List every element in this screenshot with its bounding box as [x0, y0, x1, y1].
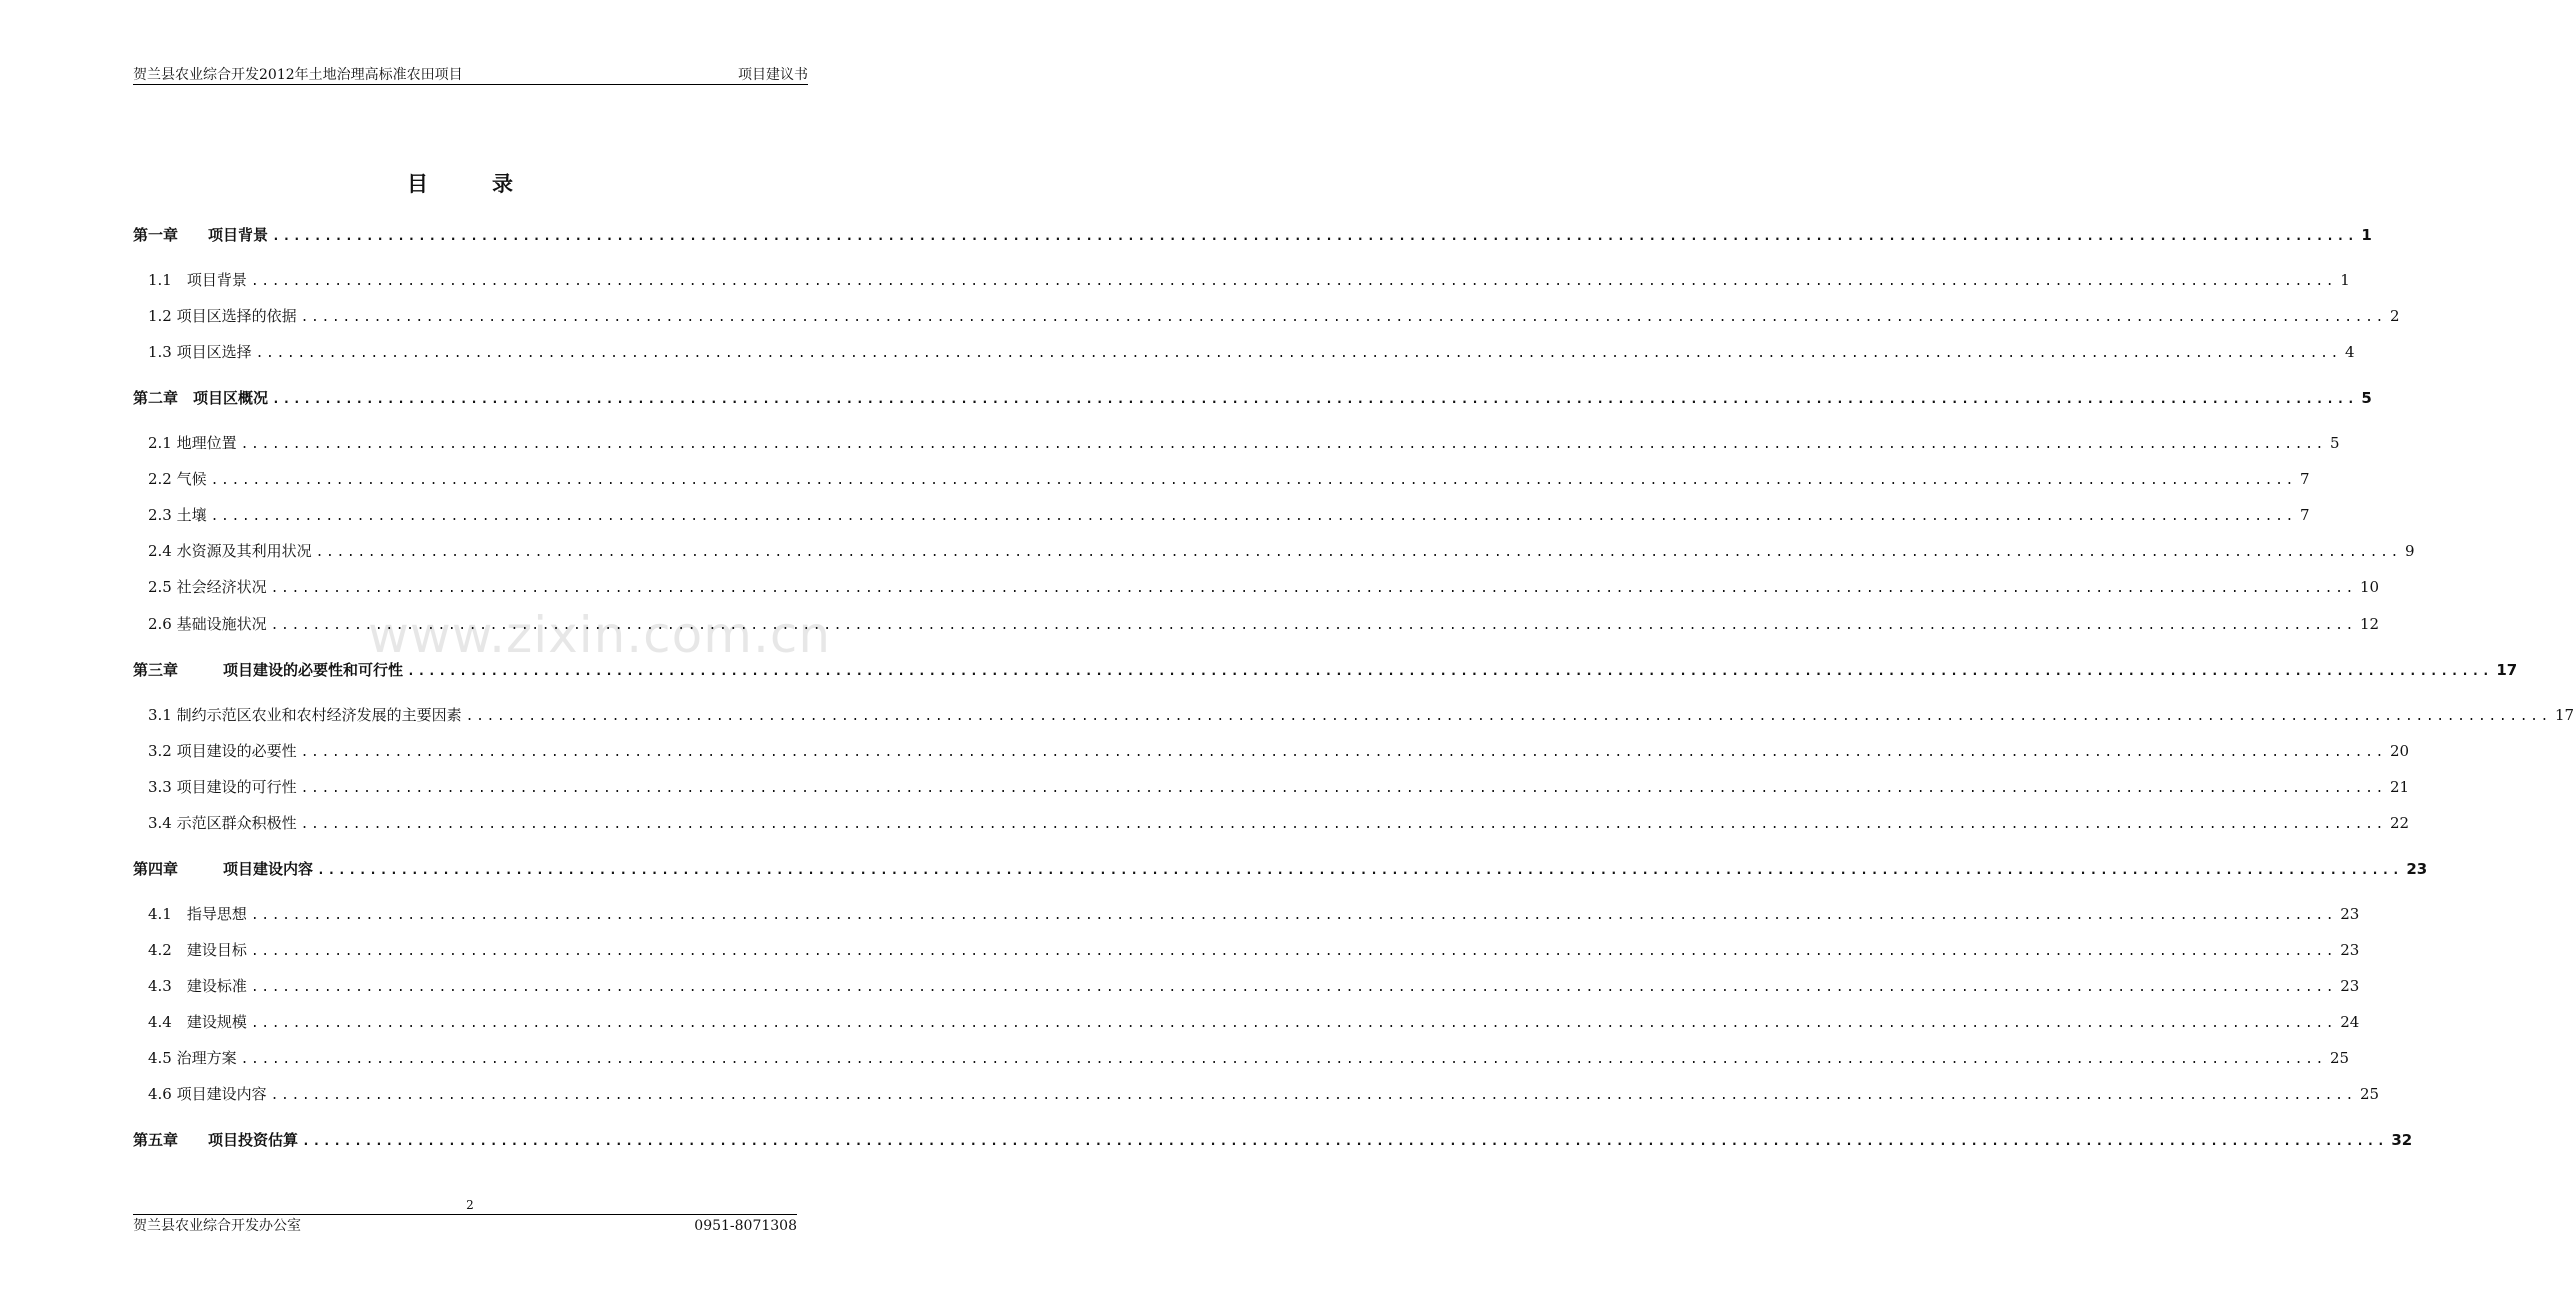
- toc-dot-leader: ........................................................................................................................................................................................................: [270, 618, 2356, 633]
- toc-dot-leader: ........................................................................................................................................................................................................: [240, 1052, 2326, 1067]
- toc-entry-page: 32: [2391, 1131, 2413, 1149]
- toc-dot-leader: ........................................................................................................................................................................................................: [317, 863, 2403, 878]
- toc-entry-page: 5: [2361, 389, 2372, 407]
- toc-entry-page: 23: [2340, 905, 2360, 923]
- toc-section-entry[interactable]: [148, 468, 2310, 490]
- header-project-title: 贺兰县农业综合开发2012年土地治理高标准农田项目: [133, 67, 463, 83]
- toc-dot-leader: ........................................................................................................................................................................................................: [250, 908, 2337, 923]
- toc-entry-page: 4: [2344, 343, 2355, 361]
- toc-entry-label: 4.5 治理方案: [148, 1049, 237, 1067]
- toc-dot-leader: ........................................................................................................................................................................................................: [407, 664, 2493, 679]
- toc-section-entry[interactable]: [148, 1011, 2360, 1033]
- toc-section-entry[interactable]: [148, 740, 2410, 762]
- toc-dot-leader: ........................................................................................................................................................................................................: [250, 274, 2337, 289]
- page-header: [133, 66, 808, 85]
- page-footer: [133, 1214, 797, 1237]
- toc-section-entry[interactable]: [148, 305, 2400, 327]
- toc-entry-page: 25: [2359, 1085, 2380, 1103]
- toc-section-entry[interactable]: [148, 812, 2410, 834]
- toc-entry-page: 9: [2404, 542, 2415, 560]
- toc-entry-page: 22: [2389, 814, 2410, 832]
- toc-entry-page: 23: [2340, 977, 2360, 995]
- toc-title: [0, 168, 920, 198]
- toc-entry-page: 10: [2359, 578, 2380, 596]
- toc-entry-page: 2: [2389, 307, 2400, 325]
- toc-section-entry[interactable]: [148, 939, 2360, 961]
- toc-section-entry[interactable]: [148, 540, 2415, 562]
- toc-entry-page: 7: [2299, 506, 2310, 524]
- toc-section-entry[interactable]: [148, 269, 2350, 291]
- toc-entry-page: 23: [2406, 860, 2428, 878]
- toc-section-entry[interactable]: [148, 975, 2360, 997]
- toc-dot-leader: ........................................................................................................................................................................................................: [272, 229, 2358, 244]
- watermark: www.zixin.com.cn: [368, 606, 832, 664]
- toc-entry-label: 第四章 项目建设内容: [133, 860, 314, 878]
- toc-entry-label: 1.3 项目区选择: [148, 343, 252, 361]
- toc-dot-leader: ........................................................................................................................................................................................................: [300, 817, 2386, 832]
- toc-section-entry[interactable]: [148, 504, 2310, 526]
- toc-section-entry[interactable]: [148, 341, 2355, 363]
- toc-section-entry[interactable]: [148, 1047, 2350, 1069]
- toc-entry-label: 4.1 指导思想: [148, 905, 247, 923]
- toc-chapter-entry[interactable]: [133, 1129, 2413, 1151]
- toc-entry-label: 2.6 基础设施状况: [148, 615, 267, 633]
- toc-entry-page: 20: [2389, 742, 2410, 760]
- toc-section-entry[interactable]: [148, 704, 2574, 726]
- toc-entry-label: 第一章 项目背景: [133, 226, 269, 244]
- toc-entry-label: 2.1 地理位置: [148, 434, 237, 452]
- toc-section-entry[interactable]: [148, 903, 2360, 925]
- toc-entry-page: 12: [2359, 615, 2380, 633]
- toc-chapter-entry[interactable]: [133, 224, 2372, 246]
- header-doc-type: 项目建议书: [738, 67, 808, 83]
- toc-dot-leader: ........................................................................................................................................................................................................: [240, 437, 2326, 452]
- toc-entry-label: 4.4 建设规模: [148, 1013, 247, 1031]
- toc-entry-label: 2.4 水资源及其利用状况: [148, 542, 312, 560]
- toc-title-char-2: 录: [492, 171, 513, 196]
- toc-section-entry[interactable]: [148, 432, 2340, 454]
- toc-dot-leader: ........................................................................................................................................................................................................: [300, 781, 2386, 796]
- toc-chapter-entry[interactable]: [133, 387, 2372, 409]
- toc-entry-label: 第二章 项目区概况: [133, 389, 269, 407]
- toc-dot-leader: ........................................................................................................................................................................................................: [465, 709, 2551, 724]
- toc-entry-label: 第三章 项目建设的必要性和可行性: [133, 661, 404, 679]
- toc-chapter-entry[interactable]: [133, 858, 2428, 880]
- toc-dot-leader: ........................................................................................................................................................................................................: [315, 545, 2401, 560]
- footer-phone: 0951-8071308: [694, 1218, 797, 1234]
- toc-dot-leader: ........................................................................................................................................................................................................: [210, 473, 2296, 488]
- toc-entry-label: 3.4 示范区群众积极性: [148, 814, 297, 832]
- toc-dot-leader: ........................................................................................................................................................................................................: [270, 1088, 2356, 1103]
- toc-entry-page: 1: [2361, 226, 2372, 244]
- toc-entry-label: 2.5 社会经济状况: [148, 578, 267, 596]
- toc-entry-label: 4.3 建设标准: [148, 977, 247, 995]
- toc-section-entry[interactable]: [148, 1083, 2380, 1105]
- toc-entry-page: 25: [2329, 1049, 2350, 1067]
- toc-entry-page: 7: [2299, 470, 2310, 488]
- toc-entry-label: 第五章 项目投资估算: [133, 1131, 299, 1149]
- toc-entry-label: 4.2 建设目标: [148, 941, 247, 959]
- toc-entry-label: 3.2 项目建设的必要性: [148, 742, 297, 760]
- toc-entry-page: 21: [2389, 778, 2410, 796]
- toc-entry-page: 17: [2554, 706, 2574, 724]
- toc-dot-leader: ........................................................................................................................................................................................................: [250, 980, 2337, 995]
- toc-entry-page: 23: [2340, 941, 2360, 959]
- toc-section-entry[interactable]: [148, 576, 2380, 598]
- footer-organization: 贺兰县农业综合开发办公室: [133, 1218, 301, 1234]
- toc-dot-leader: ........................................................................................................................................................................................................: [300, 745, 2386, 760]
- toc-entry-label: 2.3 土壤: [148, 506, 207, 524]
- toc-entry-label: 3.3 项目建设的可行性: [148, 778, 297, 796]
- toc-entry-page: 17: [2496, 661, 2518, 679]
- toc-dot-leader: ........................................................................................................................................................................................................: [270, 581, 2356, 596]
- toc-dot-leader: ........................................................................................................................................................................................................: [250, 944, 2337, 959]
- toc-entry-label: 1.2 项目区选择的依据: [148, 307, 297, 325]
- toc-entry-label: 3.1 制约示范区农业和农村经济发展的主要因素: [148, 706, 462, 724]
- toc-entry-label: 1.1 项目背景: [148, 271, 247, 289]
- toc-dot-leader: ........................................................................................................................................................................................................: [302, 1134, 2388, 1149]
- toc-title-char-1: 目: [407, 171, 428, 196]
- toc-entry-page: 24: [2340, 1013, 2360, 1031]
- toc-section-entry[interactable]: [148, 776, 2410, 798]
- toc-entry-page: 1: [2340, 271, 2350, 289]
- toc-dot-leader: ........................................................................................................................................................................................................: [272, 392, 2358, 407]
- toc-entry-label: 4.6 项目建设内容: [148, 1085, 267, 1103]
- toc-dot-leader: ........................................................................................................................................................................................................: [300, 310, 2386, 325]
- page-number: 2: [466, 1198, 474, 1212]
- toc-dot-leader: ........................................................................................................................................................................................................: [255, 346, 2341, 361]
- toc-entry-label: 2.2 气候: [148, 470, 207, 488]
- toc-entry-page: 5: [2329, 434, 2340, 452]
- toc-dot-leader: ........................................................................................................................................................................................................: [250, 1016, 2337, 1031]
- toc-dot-leader: ........................................................................................................................................................................................................: [210, 509, 2296, 524]
